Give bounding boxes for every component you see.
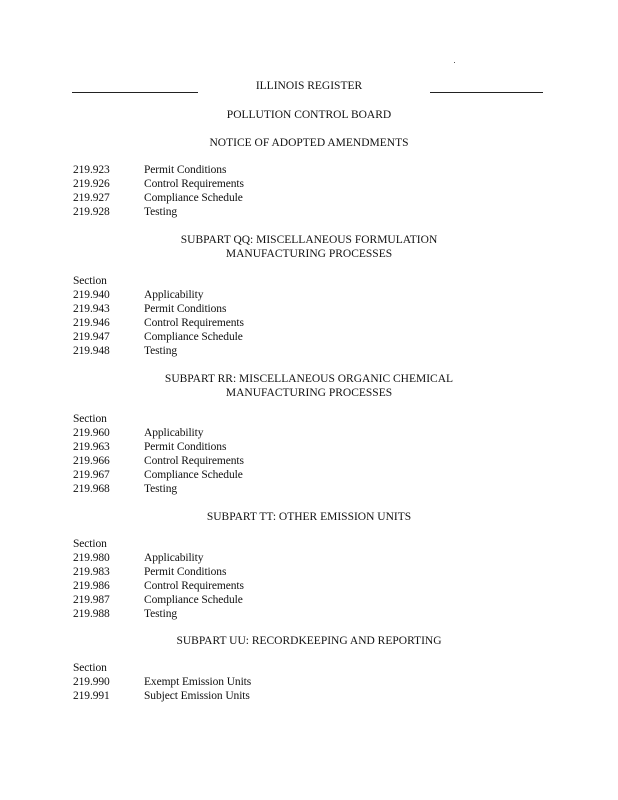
section-number: 219.928	[73, 206, 110, 218]
section-number: 219.990	[73, 676, 110, 688]
section-title: Compliance Schedule	[144, 469, 243, 481]
section-number: 219.940	[73, 289, 110, 301]
section-title: Permit Conditions	[144, 164, 227, 176]
section-title: Control Requirements	[144, 178, 244, 190]
section-number: 219.946	[73, 317, 110, 329]
section-number: 219.983	[73, 566, 110, 578]
section-title: Subject Emission Units	[144, 690, 250, 702]
section-number: 219.987	[73, 594, 110, 606]
section-title: Compliance Schedule	[144, 331, 243, 343]
section-number: 219.963	[73, 441, 110, 453]
section-title: Testing	[144, 345, 177, 357]
section-number: 219.947	[73, 331, 110, 343]
section-number: 219.980	[73, 552, 110, 564]
section-label: Section	[73, 662, 107, 674]
section-number: 219.967	[73, 469, 110, 481]
section-number: 219.966	[73, 455, 110, 467]
section-title: Testing	[144, 483, 177, 495]
section-title: Compliance Schedule	[144, 192, 243, 204]
section-number: 219.988	[73, 608, 110, 620]
subpart-heading-continued: MANUFACTURING PROCESSES	[225, 248, 393, 260]
section-title: Control Requirements	[144, 455, 244, 467]
scan-speck	[454, 62, 455, 63]
section-number: 219.986	[73, 580, 110, 592]
notice-title: NOTICE OF ADOPTED AMENDMENTS	[209, 137, 409, 149]
section-number: 219.927	[73, 192, 110, 204]
section-title: Compliance Schedule	[144, 594, 243, 606]
subpart-heading: SUBPART TT: OTHER EMISSION UNITS	[206, 511, 412, 523]
section-title: Control Requirements	[144, 580, 244, 592]
section-number: 219.926	[73, 178, 110, 190]
section-number: 219.991	[73, 690, 110, 702]
register-title: ILLINOIS REGISTER	[255, 80, 363, 92]
section-label: Section	[73, 538, 107, 550]
agency-title: POLLUTION CONTROL BOARD	[226, 109, 392, 121]
section-title: Permit Conditions	[144, 441, 227, 453]
section-label: Section	[73, 413, 107, 425]
subpart-heading: SUBPART UU: RECORDKEEPING AND REPORTING	[176, 635, 442, 647]
section-number: 219.960	[73, 427, 110, 439]
section-number: 219.948	[73, 345, 110, 357]
section-title: Permit Conditions	[144, 303, 227, 315]
section-label: Section	[73, 275, 107, 287]
section-title: Exempt Emission Units	[144, 676, 252, 688]
subpart-heading: SUBPART QQ: MISCELLANEOUS FORMULATION	[180, 234, 438, 246]
subpart-heading-continued: MANUFACTURING PROCESSES	[225, 387, 393, 399]
section-title: Applicability	[144, 427, 204, 439]
subpart-heading: SUBPART RR: MISCELLANEOUS ORGANIC CHEMICAL	[164, 373, 454, 385]
section-number: 219.943	[73, 303, 110, 315]
section-title: Applicability	[144, 552, 204, 564]
section-title: Permit Conditions	[144, 566, 227, 578]
section-title: Control Requirements	[144, 317, 244, 329]
section-number: 219.968	[73, 483, 110, 495]
section-title: Applicability	[144, 289, 204, 301]
section-title: Testing	[144, 608, 177, 620]
section-number: 219.923	[73, 164, 110, 176]
section-title: Testing	[144, 206, 177, 218]
